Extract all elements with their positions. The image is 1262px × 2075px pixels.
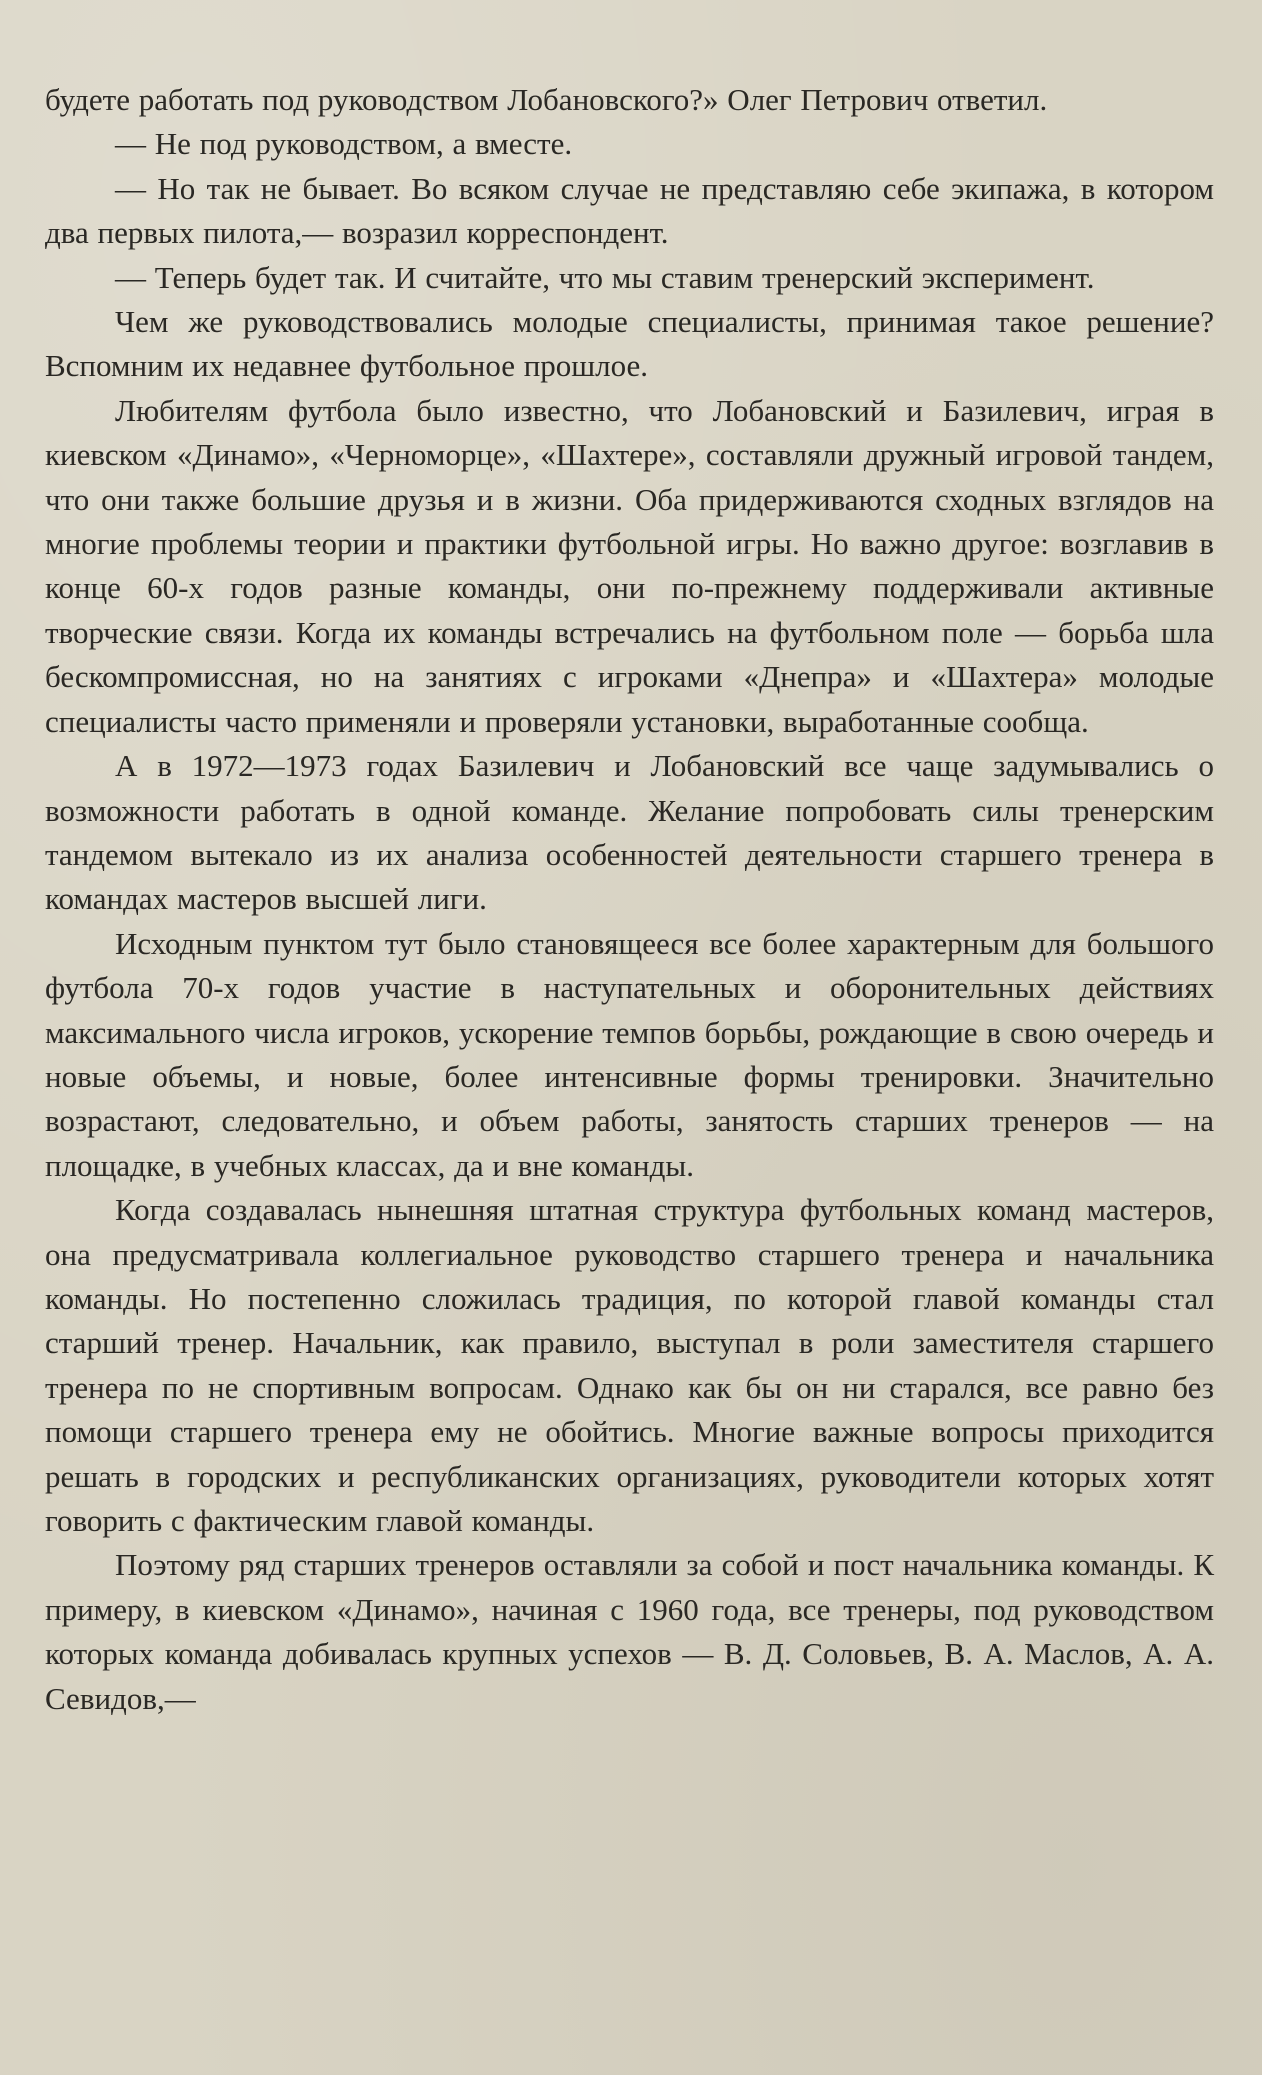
paragraph-question: Чем же руководствовались молодые специалисты, принимая такое решение? Вспомним их недавнее футбольное прошлое. — [45, 304, 1214, 384]
paragraph-structure: Когда создавалась нынешняя штатная структура футбольных команд мастеров, она предусматривала коллегиальное руководство старшего тренера и начальника команды. Но постепенно сложилась традиция, по которой главой команды стал старший тренер. Начальник, как правило, выступал в роли заместителя старшего тренера по не спортивным вопросам. Однако как бы он ни старался, все равно без помощи старшего тренера ему не обойтись. Многие важные вопросы приходится решать в городских и республиканских организациях, руководители которых хотят говорить с фактическим главой команды. — [45, 1192, 1214, 1538]
paragraph-history: Любителям футбола было известно, что Лобановский и Базилевич, играя в киевском «Динамо», «Черноморце», «Шахтере», составляли дружный игровой тандем, что они также большие друзья и в жизни. Оба придерживаются сходных взглядов на многие проблемы теории и практики футбольной игры. Но важно другое: возглавив в конце 60-х годов разные команды, они по-прежнему поддерживали активные творческие связи. Когда их команды встречались на футбольном поле — борьба шла бескомпромиссная, но на занятиях с игроками «Днепра» и «Шахтера» молодые специалисты часто применяли и проверяли установки, выработанные сообща. — [45, 392, 1214, 739]
paragraph-dialogue-3: — Теперь будет так. И считайте, что мы ставим тренерский эксперимент. — [115, 259, 1095, 295]
paragraph-starting-point: Исходным пунктом тут было становящееся все более характерным для большого футбола 70-х годов участие в наступательных и оборонительных действиях максимального числа игроков, ускорение темпов борьбы, рождающие в свою очередь и новые объемы, и новые, более интенсивные формы тренировки. Значительно возрастают, следовательно, и объем работы, занятость старших тренеров — на площадке, в учебных классах, да и вне команды. — [45, 925, 1214, 1183]
paragraph-1972: А в 1972—1973 годах Базилевич и Лобановский все чаще задумывались о возможности работать в одной команде. Желание попробовать силы тренерским тандемом вытекало из их анализа особенностей деятельности старшего тренера в командах мастеров высшей лиги. — [45, 748, 1214, 917]
paragraph-therefore: Поэтому ряд старших тренеров оставляли за собой и пост начальника команды. К примеру, в киевском «Динамо», начиная с 1960 года, все тренеры, под руководством которых команда добивалась крупных успехов — В. Д. Соловьев, В. А. Маслов, А. А. Севидов,— — [45, 1547, 1214, 1716]
paragraph-continuation: будете работать под руководством Лобановского?» Олег Петрович ответил. — [45, 82, 1048, 117]
paragraph-dialogue-2: — Но так не бывает. Во всяком случае не представляю себе экипажа, в котором два первых пилота,— возразил корреспондент. — [45, 170, 1214, 251]
paragraph-dialogue-1: — Не под руководством, а вместе. — [115, 126, 573, 162]
